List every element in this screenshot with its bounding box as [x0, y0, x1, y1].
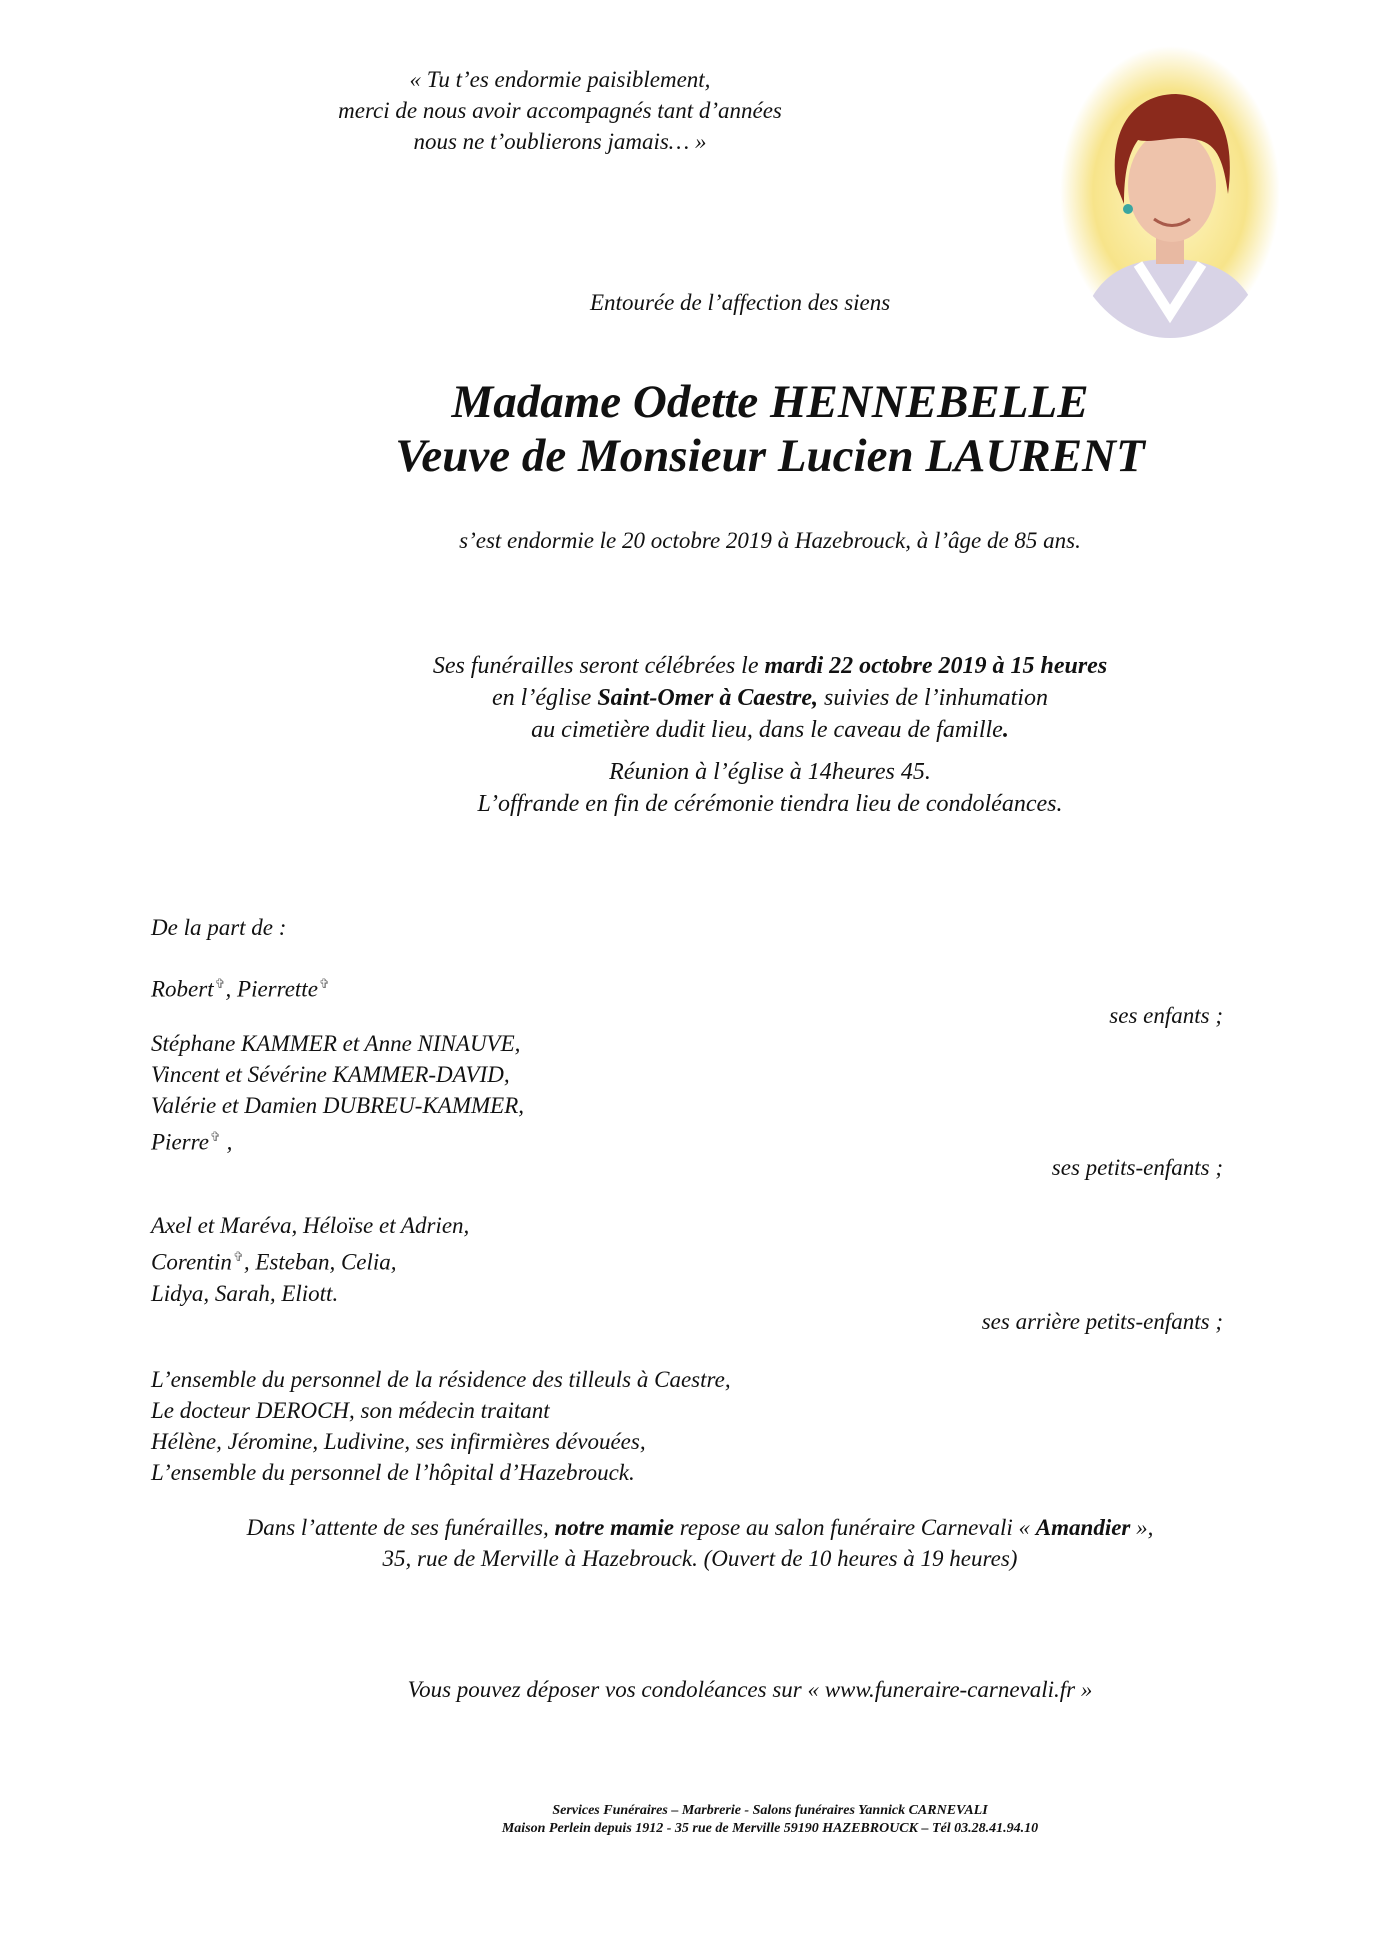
great-grandchildren-names — [151, 1210, 951, 1309]
epitaph-quote — [280, 64, 840, 157]
wake-address-line: 35, rue de Merville à Hazebrouck. (Ouvert de 10 heures à 19 heures) — [382, 1546, 1018, 1571]
staff-line: L’ensemble du personnel de la résidence des tilleuls à Caestre, — [151, 1367, 731, 1392]
family-line: Corentin✞, Esteban, Celia, — [151, 1249, 397, 1275]
cross-icon: ✞ — [318, 976, 330, 991]
quote-line: nous ne t’oublierons jamais… » — [413, 129, 707, 154]
relation-great-grandchildren: ses arrière petits-enfants ; — [981, 1309, 1223, 1334]
staff-line: L’ensemble du personnel de l’hôpital d’Hazebrouck. — [151, 1460, 635, 1485]
family-line: Pierre✞ , — [151, 1129, 233, 1155]
quote-line: merci de nous avoir accompagnés tant d’années — [338, 98, 782, 123]
cross-icon: ✞ — [209, 1129, 221, 1144]
cross-icon: ✞ — [214, 976, 226, 991]
church-name: Saint-Omer à Caestre, — [597, 685, 818, 711]
funeral-home-footer — [290, 1802, 1250, 1838]
funeral-parlor-info — [160, 1512, 1240, 1574]
widow-of-line: Veuve de Monsieur Lucien LAURENT — [395, 430, 1145, 482]
staff-line: Le docteur DEROCH, son médecin traitant — [151, 1398, 550, 1423]
funeral-line: Ses funérailles seront célébrées le mardi 22 octobre 2019 à 15 heures — [432, 653, 1108, 679]
deceased-name: Madame Odette HENNEBELLE — [451, 376, 1089, 428]
salon-name: Amandier — [1035, 1515, 1131, 1540]
from-label: De la part de : — [151, 915, 287, 940]
family-line: Lidya, Sarah, Eliott. — [151, 1280, 339, 1306]
quote-line: « Tu t’es endormie paisiblement, — [409, 67, 711, 92]
deceased-name-block — [280, 375, 1260, 483]
relation-grandchildren: ses petits-enfants ; — [1051, 1155, 1223, 1180]
passing-statement: s’est endormie le 20 octobre 2019 à Hazebrouck, à l’âge de 85 ans. — [459, 528, 1081, 553]
deceased-portrait-photo — [1058, 44, 1282, 340]
funeral-date-time: mardi 22 octobre 2019 à 15 heures — [764, 653, 1108, 679]
staff-line: Hélène, Jéromine, Ludivine, ses infirmières dévouées, — [151, 1429, 646, 1454]
footer-line: Maison Perlein depuis 1912 - 35 rue de Merville 59190 HAZEBROUCK – Tél 03.28.41.94.10 — [501, 1821, 1039, 1836]
grandchildren-names — [151, 1028, 951, 1158]
funeral-line: au cimetière dudit lieu, dans le caveau de famille. — [531, 717, 1009, 743]
condolences-website-text: Vous pouvez déposer vos condoléances sur « www.funeraire-carnevali.fr » — [407, 1677, 1093, 1702]
reunion-line: Réunion à l’église à 14heures 45. — [609, 759, 931, 785]
family-line: Valérie et Damien DUBREU-KAMMER, — [151, 1093, 525, 1118]
family-line: Vincent et Sévérine KAMMER-DAVID, — [151, 1062, 510, 1087]
cross-icon: ✞ — [232, 1249, 244, 1264]
funeral-line: en l’église Saint-Omer à Caestre, suivies de l’inhumation — [492, 685, 1048, 711]
reunion-info — [330, 756, 1210, 820]
footer-line: Services Funéraires – Marbrerie - Salons funéraires Yannick CARNEVALI — [552, 1803, 988, 1818]
funeral-details — [330, 650, 1210, 746]
staff-acknowledgements — [151, 1364, 951, 1488]
children-names: Robert✞, Pierrette✞ — [151, 976, 330, 1002]
relation-children: ses enfants ; — [1109, 1003, 1223, 1028]
family-line: Stéphane KAMMER et Anne NINAUVE, — [151, 1031, 521, 1056]
family-line: Axel et Maréva, Héloïse et Adrien, — [151, 1213, 470, 1238]
wake-line: Dans l’attente de ses funérailles, notre mamie repose au salon funéraire Carnevali « Amandier », — [246, 1515, 1154, 1540]
offering-line: L’offrande en fin de cérémonie tiendra lieu de condoléances. — [477, 791, 1063, 817]
surrounded-by-family-text: Entourée de l’affection des siens — [590, 290, 891, 315]
